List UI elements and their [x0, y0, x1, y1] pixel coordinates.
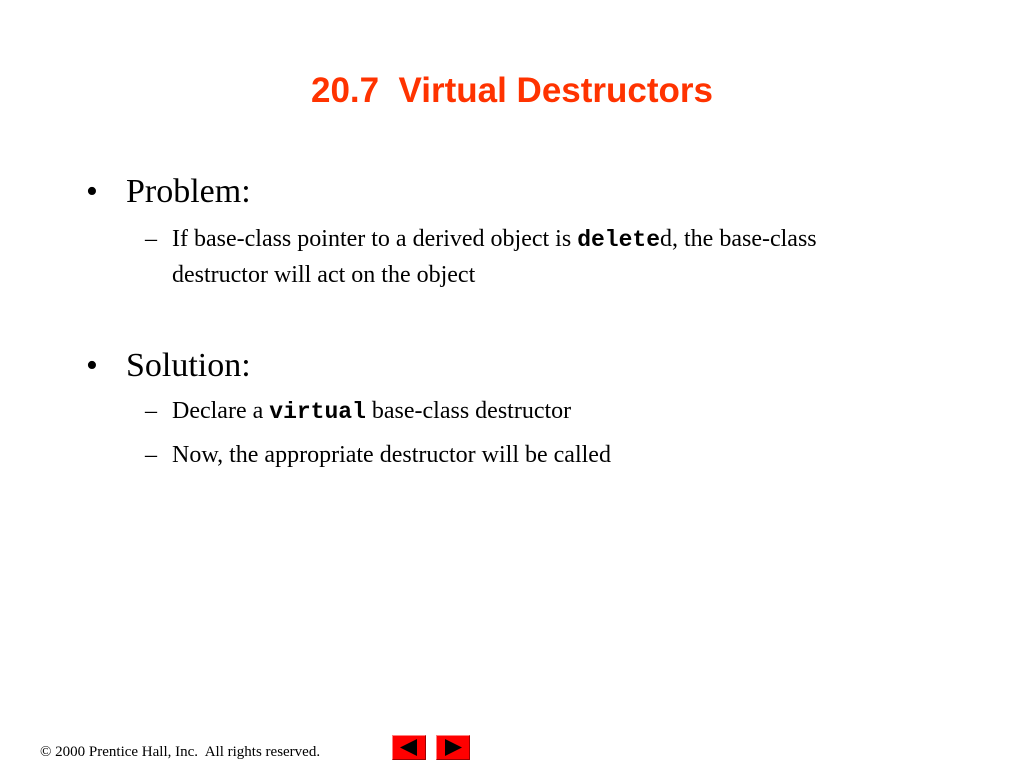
- bullet-label: Problem:: [126, 173, 251, 210]
- subitem-text: [172, 438, 885, 473]
- bullet-solution: [86, 346, 251, 386]
- copyright-footer: [40, 742, 320, 762]
- subitem-problem-1: [145, 222, 885, 293]
- bullet-glyph: •: [86, 347, 98, 384]
- subitem-text: [172, 394, 885, 430]
- previous-slide-button[interactable]: [392, 735, 426, 760]
- subitem-text-after: d, the base-class destructor will act on the object: [172, 226, 817, 288]
- code-keyword: virtual: [269, 399, 366, 425]
- subitem-solution-2: [145, 438, 885, 473]
- right-arrow-icon: [437, 736, 469, 759]
- bullet-glyph: •: [86, 173, 98, 210]
- code-keyword: delete: [577, 227, 661, 253]
- subitem-text-before: If base-class pointer to a derived object is: [172, 226, 578, 252]
- bullet-problem: [86, 172, 251, 212]
- dash-glyph: –: [145, 398, 157, 424]
- subitem-text-after: base-class destructor: [365, 398, 572, 424]
- subitem-text-before: Now, the appropriate destructor will be called: [172, 442, 611, 468]
- copyright-symbol: ©: [40, 744, 52, 760]
- slide-title: 20.7 Virtual Destructors: [310, 71, 714, 110]
- subitem-solution-1: [145, 394, 885, 430]
- bullet-label: Solution:: [126, 347, 251, 384]
- dash-glyph: –: [145, 442, 157, 468]
- dash-glyph: –: [145, 226, 157, 252]
- left-arrow-icon: [393, 736, 425, 759]
- copyright-text: 2000 Prentice Hall, Inc. All rights reserved.: [51, 744, 321, 760]
- subitem-text: [172, 222, 885, 293]
- subitem-text-before: Declare a: [172, 398, 270, 424]
- next-slide-button[interactable]: [436, 735, 470, 760]
